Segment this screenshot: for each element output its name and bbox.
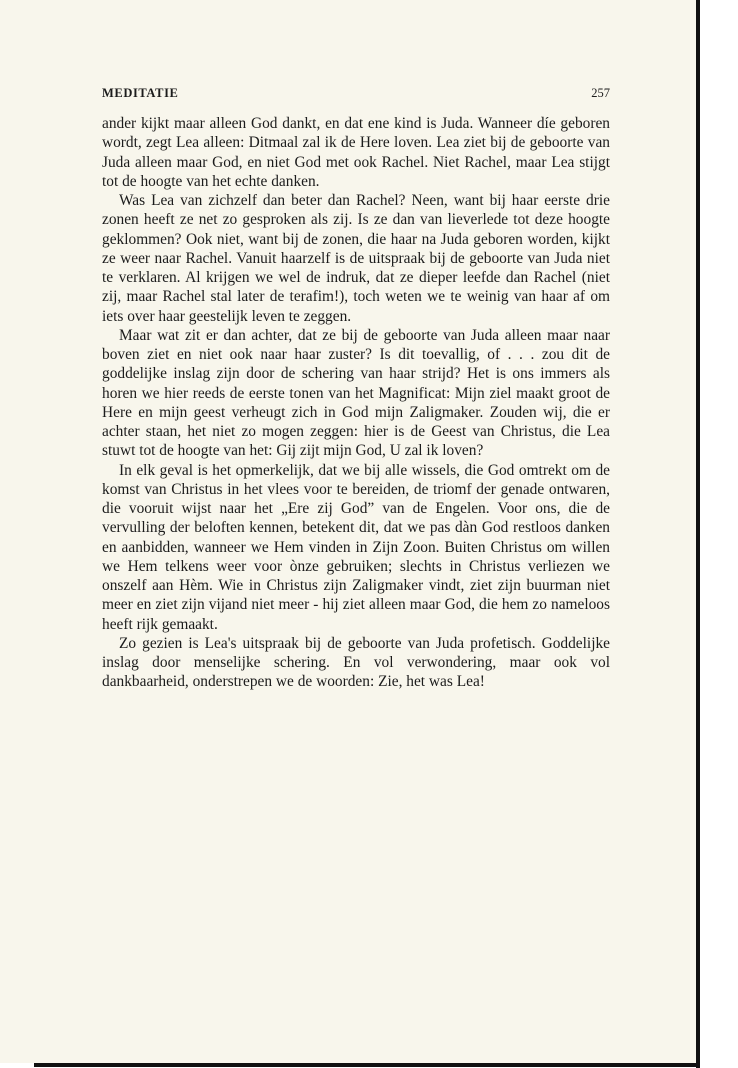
scan-edge-right: [696, 0, 700, 1068]
body-text: [102, 114, 610, 692]
paragraph: Zo gezien is Lea's uitspraak bij de geboorte van Juda profetisch. Goddelijke inslag door menselijke schering. En vol verwondering, maar ook vol dankbaarheid, onderstrepen we de woorden: Zie, het was Lea!: [102, 634, 610, 691]
paragraph: ander kijkt maar alleen God dankt, en dat ene kind is Juda. Wanneer díe geboren wordt, zegt Lea alleen: Ditmaal zal ik de Here loven. Lea ziet bij de geboorte van Juda alleen maar God, en niet God met ook Rachel. Niet Rachel, maar Lea stijgt tot de hoogte van het echte danken.: [102, 115, 610, 190]
paragraph: In elk geval is het opmerkelijk, dat we bij alle wissels, die God omtrekt om de komst van Christus in het vlees voor te bereiden, de triomf der genade ontwaren, die vooruit wijst naar het „Ere zij God” van de Engelen. Voor ons, die de vervulling der beloften kennen, betekent dit, dat we pas dàn God restloos danken en aanbidden, wanneer we Hem vinden in Zijn Zoon. Buiten Christus om willen we Hem telkens weer voor ònze gebruiken; slechts in Christus verliezen we onszelf aan Hèm. Wie in Christus zijn Zaligmaker vindt, ziet zijn buurman niet meer en ziet zijn vijand niet meer - hij ziet alleen maar God, die hem zo nameloos heeft rijk gemaakt.: [102, 461, 610, 633]
paragraph: Was Lea van zichzelf dan beter dan Rachel? Neen, want bij haar eerste drie zonen heeft ze net zo gesproken als zij. Is ze dan van lieverlede tot deze hoogte geklommen? Ook niet, want bij de zonen, die haar na Juda geboren worden, kijkt ze weer naar Rachel. Vanuit haarzelf is de uitspraak bij de geboorte van Juda niet te verklaren. Al krijgen we wel de indruk, dat ze dieper leefde dan Rachel (niet zij, maar Rachel stal later de terafim!), toch weten we te weinig van haar af om iets over haar geestelijk leven te zeggen.: [102, 192, 610, 325]
scan-edge-bottom: [34, 1063, 700, 1067]
paragraph: Maar wat zit er dan achter, dat ze bij de geboorte van Juda alleen maar naar boven ziet en niet ook naar haar zuster? Is dit toevallig, of . . . zou dit de goddelijke inslag zijn door de schering van haar strijd? Het is ons immers als horen we hier reeds de eerste tonen van het Magnificat: Mijn ziel maakt groot de Here en mijn geest verheugt zich in God mijn Zaligmaker. Zouden wij, die er achter staan, het niet zo mogen zeggen: hier is de Geest van Christus, die Lea stuwt tot de hoogte van het: Gij zijt mijn God, U zal ik loven?: [102, 326, 610, 460]
page-number: 257: [591, 86, 610, 100]
running-title: MEDITATIE: [102, 86, 179, 100]
